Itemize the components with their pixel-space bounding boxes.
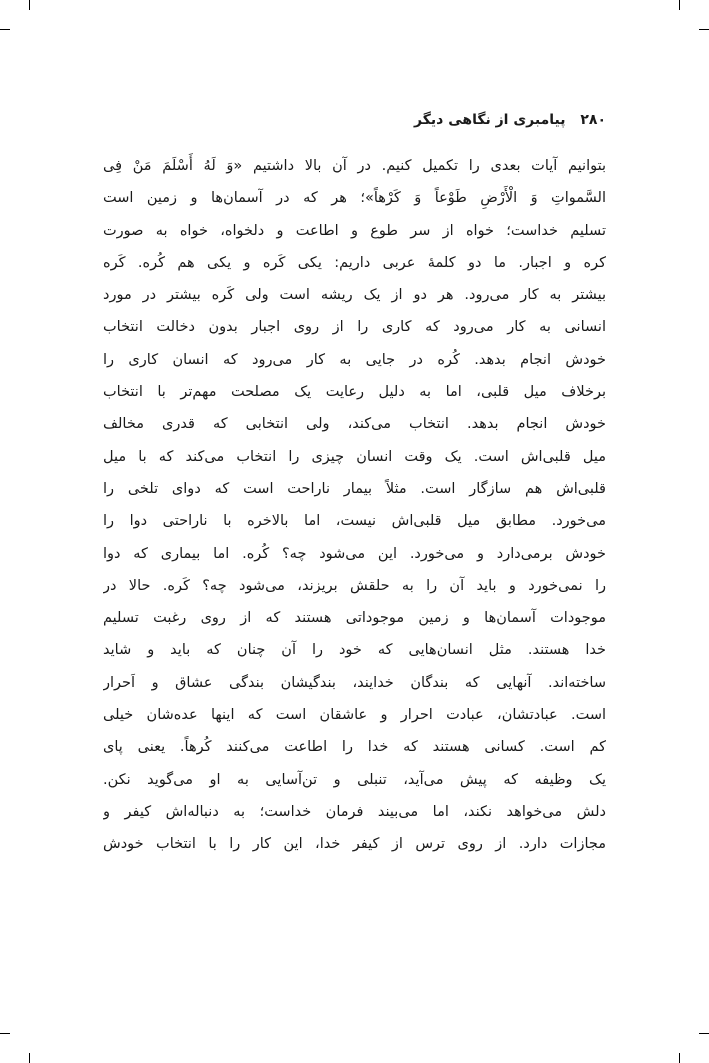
text-line: خدا هستند. مثل انسان‌هایی که خود را آن چنان که باید و شاید bbox=[103, 642, 606, 659]
text-line: یک وظیفه که پیش می‌آید، تنبلی و تن‌آسایی به او می‌گوید نکن. bbox=[103, 771, 606, 788]
text-line: خودش انجام بدهد. انتخاب می‌کند، ولی انتخابی که قدری مخالف bbox=[103, 416, 606, 433]
text-line: ساخته‌اند. آنهایی که بندگان خدایند، بندگیشان بندگی عشاق و اَحرار bbox=[103, 674, 606, 691]
text-line: خودش برمی‌دارد و می‌خورد. این می‌شود چه؟ کُره. اما بیماری که دوا bbox=[103, 545, 606, 562]
text-line: تسلیم خداست؛ خواه از سر طوع و اطاعت و دلخواه، خواه به صورت bbox=[103, 222, 606, 239]
text-line: السَّمواتِ وَ الْأَرْضِ طَوْعاً وَ کَرْهاً»؛ هر که در آسمان‌ها و زمین است bbox=[103, 190, 606, 207]
running-header bbox=[414, 112, 606, 128]
crop-mark bbox=[699, 1033, 709, 1034]
page-number: ۲۸۰ bbox=[580, 112, 606, 128]
text-line: موجودات آسمان‌ها و زمین موجوداتی هستند که از روی رغبت تسلیم bbox=[103, 610, 606, 627]
text-line: کم است. کسانی هستند که خدا را اطاعت می‌کنند کُرهاً. یعنی پای bbox=[103, 739, 606, 756]
text-line: دلش می‌خواهد نکند، اما می‌بیند فرمان خداست؛ به دنباله‌اش کیفر و bbox=[103, 803, 606, 820]
text-line: بیشتر به کار می‌رود. هر دو از یک ریشه است ولی کَره بیشتر در مورد bbox=[103, 287, 606, 304]
text-line: می‌خورد. مطابق میل قلبی‌اش نیست، اما بالاخره با ناراحتی دوا را bbox=[103, 513, 606, 530]
crop-mark bbox=[679, 0, 680, 10]
text-line: بتوانیم آیات بعدی را تکمیل کنیم. در آن بالا داشتیم «وَ لَهُ أَسْلَمَ مَنْ فِی bbox=[103, 158, 606, 174]
text-line: را نمی‌خورد و باید آن را به حلقش بریزند، می‌شود چه؟ کَره. حالا در bbox=[103, 577, 606, 594]
text-line: قلبی‌اش هم سازگار است. مثلاً بیمار ناراحت است که دوای تلخی را bbox=[103, 480, 606, 497]
text-line: است. عبادتشان، عبادت احرار و عاشقان است که اینها عده‌شان خیلی bbox=[103, 707, 606, 724]
text-line: برخلاف میل قلبی، اما به دلیل رعایت یک مصلحت مهم‌تر با انتخاب bbox=[103, 384, 606, 401]
crop-mark bbox=[0, 29, 10, 30]
text-line: کره و اجبار. ما دو کلمهٔ عربی داریم: یکی کَره و یکی هم کُره. کَره bbox=[103, 254, 606, 271]
text-line: مجازات دارد. از روی ترس از کیفر خدا، این کار را با انتخاب خودش bbox=[103, 836, 606, 853]
crop-mark bbox=[29, 1053, 30, 1063]
text-line: خودش انجام بدهد. کُره در جایی به کار می‌رود که انسان کاری را bbox=[103, 351, 606, 368]
text-line: میل قلبی‌اش است. یک وقت انسان چیزی را انتخاب می‌کند که با میل bbox=[103, 448, 606, 465]
crop-mark bbox=[679, 1053, 680, 1063]
book-title: پیامبری از نگاهی دیگر bbox=[414, 112, 566, 128]
body-text bbox=[103, 150, 606, 861]
crop-mark bbox=[699, 29, 709, 30]
text-line: انسانی به کار می‌رود که کاری را از روی اجبار بدون دخالت انتخاب bbox=[103, 319, 606, 336]
crop-mark bbox=[0, 1033, 10, 1034]
crop-mark bbox=[29, 0, 30, 10]
